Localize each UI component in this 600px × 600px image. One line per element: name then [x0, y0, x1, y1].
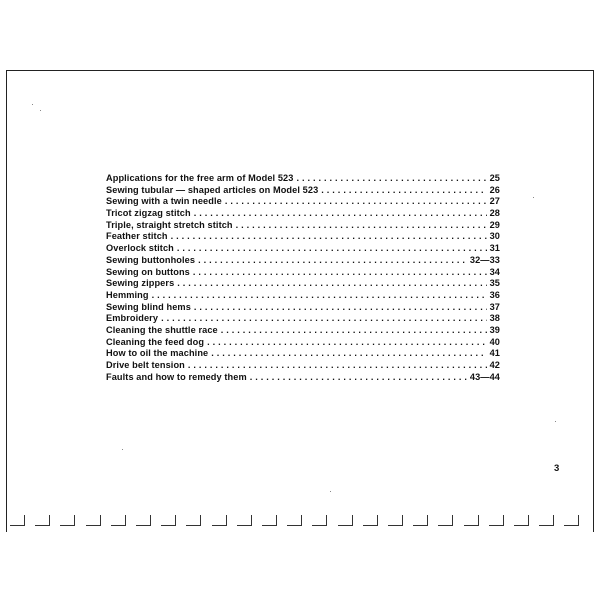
scan-speck — [32, 104, 33, 105]
binding-mark — [237, 515, 252, 526]
toc-entry — [106, 267, 500, 279]
toc-leader-dots — [193, 267, 487, 279]
binding-mark — [111, 515, 126, 526]
toc-leader-dots — [194, 302, 487, 314]
toc-entry-title: Faults and how to remedy them — [106, 371, 247, 382]
scan-speck — [533, 197, 534, 198]
binding-mark — [363, 515, 378, 526]
binding-mark — [514, 515, 529, 526]
toc-entry — [106, 372, 500, 384]
toc-entry-page: 27 — [489, 196, 500, 207]
toc-leader-dots — [152, 290, 487, 302]
toc-leader-dots — [236, 220, 487, 232]
binding-marks — [10, 515, 590, 529]
binding-mark — [262, 515, 277, 526]
toc-entry-page: 40 — [489, 336, 500, 347]
toc-entry-title: Feather stitch — [106, 231, 168, 242]
toc-entry-title: Sewing buttonholes — [106, 254, 196, 265]
binding-mark — [136, 515, 151, 526]
scan-speck — [122, 449, 123, 450]
toc-entry-page: 34 — [489, 266, 500, 277]
toc-leader-dots — [198, 255, 467, 267]
toc-entry-page: 37 — [489, 301, 500, 312]
binding-mark — [388, 515, 403, 526]
toc-entry — [106, 185, 500, 197]
toc-entry-page: 41 — [489, 348, 500, 359]
toc-entry — [106, 337, 500, 349]
toc-entry-page: 42 — [489, 360, 500, 370]
toc-entry-page: 29 — [489, 219, 500, 230]
toc-entry-title: Sewing with a twin needle — [106, 196, 222, 207]
binding-mark — [186, 515, 201, 526]
toc-leader-dots — [225, 196, 487, 208]
toc-leader-dots — [194, 208, 487, 220]
toc-entry-title: Triple, straight stretch stitch — [106, 219, 233, 230]
toc-leader-dots — [296, 173, 486, 185]
toc-entry-title: Tricot zigzag stitch — [106, 208, 191, 219]
toc-leader-dots — [250, 372, 467, 384]
toc-leader-dots — [207, 337, 487, 349]
toc-entry — [106, 278, 500, 290]
toc-entry — [106, 196, 500, 208]
toc-leader-dots — [188, 360, 487, 372]
toc-leader-dots — [171, 231, 487, 243]
toc-entry-title: Sewing zippers — [106, 278, 175, 289]
toc-entry — [106, 243, 500, 255]
toc-entry — [106, 313, 500, 325]
binding-mark — [564, 515, 579, 526]
toc-entry — [106, 220, 500, 232]
toc-entry-title: How to oil the machine — [106, 348, 209, 359]
toc-entry-page: 32—33 — [469, 254, 500, 265]
toc-entry-page: 31 — [489, 243, 500, 254]
toc-entry-title: Embroidery — [106, 313, 159, 324]
binding-mark — [35, 515, 50, 526]
binding-mark — [438, 515, 453, 526]
toc-entry-page: 38 — [489, 313, 500, 324]
toc-entry-title: Overlock stitch — [106, 243, 174, 254]
toc-entry — [106, 290, 500, 302]
scan-speck — [40, 110, 41, 111]
toc-entry — [106, 302, 500, 314]
toc-entry — [106, 360, 500, 372]
binding-mark — [338, 515, 353, 526]
toc-entry — [106, 348, 500, 360]
toc-entry-title: Applications for the free arm of Model 523 — [106, 173, 294, 183]
toc-leader-dots — [211, 348, 486, 360]
toc-entry-page: 43—44 — [469, 371, 500, 382]
binding-mark — [287, 515, 302, 526]
binding-mark — [10, 515, 25, 526]
binding-mark — [86, 515, 101, 526]
table-of-contents — [106, 173, 500, 383]
toc-leader-dots — [321, 185, 486, 197]
toc-entry-page: 39 — [489, 324, 500, 335]
toc-entry-title: Sewing blind hems — [106, 301, 191, 312]
binding-mark — [413, 515, 428, 526]
binding-mark — [489, 515, 504, 526]
page-number: 3 — [554, 463, 560, 474]
binding-mark — [312, 515, 327, 526]
toc-entry — [106, 208, 500, 220]
toc-entry-title: Sewing tubular — shaped articles on Model 523 — [106, 184, 319, 195]
toc-leader-dots — [177, 243, 487, 255]
toc-entry-title: Hemming — [106, 289, 149, 300]
scan-speck — [555, 421, 556, 422]
toc-entry — [106, 255, 500, 267]
toc-entry-page: 35 — [489, 278, 500, 289]
binding-mark — [464, 515, 479, 526]
toc-entry-page: 30 — [489, 231, 500, 242]
binding-mark — [212, 515, 227, 526]
toc-entry — [106, 231, 500, 243]
toc-leader-dots — [161, 313, 487, 325]
toc-entry-title: Cleaning the shuttle race — [106, 324, 218, 335]
toc-entry — [106, 173, 500, 185]
toc-entry-title: Sewing on buttons — [106, 266, 190, 277]
toc-entry — [106, 325, 500, 337]
toc-entry-title: Drive belt tension — [106, 360, 185, 370]
binding-mark — [60, 515, 75, 526]
toc-entry-page: 26 — [489, 184, 500, 195]
binding-mark — [161, 515, 176, 526]
toc-entry-page: 25 — [489, 173, 500, 183]
toc-entry-page: 36 — [489, 289, 500, 300]
toc-leader-dots — [221, 325, 487, 337]
toc-leader-dots — [177, 278, 486, 290]
toc-entry-title: Cleaning the feed dog — [106, 336, 205, 347]
toc-entry-page: 28 — [489, 208, 500, 219]
binding-mark — [539, 515, 554, 526]
scan-speck — [330, 491, 331, 492]
